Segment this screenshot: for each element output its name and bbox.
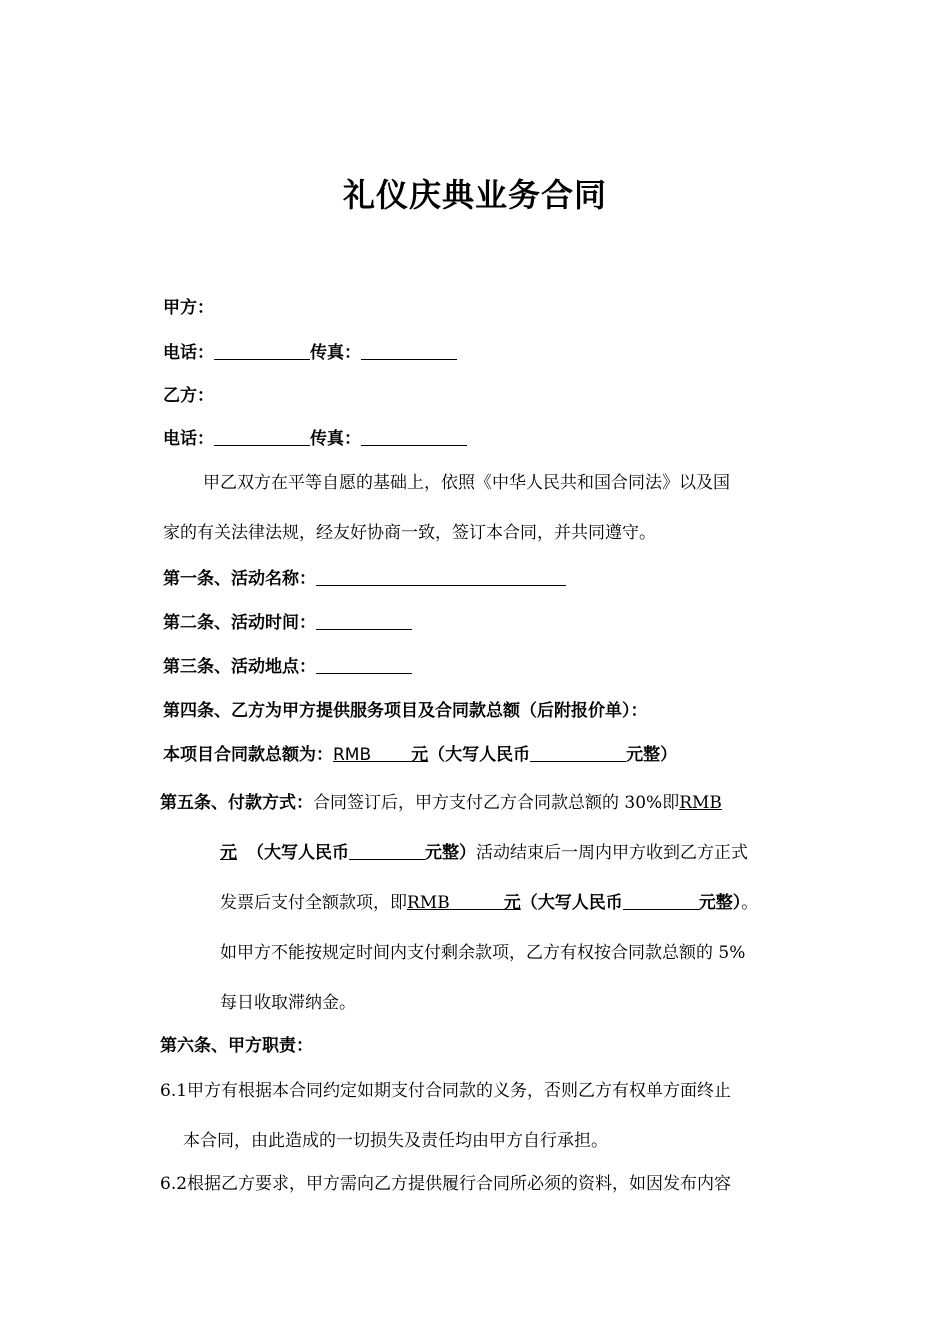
article-5-line-3 (220, 892, 758, 914)
rmb-label: RMB (407, 893, 450, 913)
party-a-contact (163, 342, 457, 364)
zheng-label: 元整） (626, 745, 678, 765)
article-5-text: 发票后支付全额款项，即 (220, 893, 407, 913)
clause-6-1: 6.1甲方有根据本合同约定如期支付合同款的义务，否则乙方有权单方面终止 (160, 1081, 732, 1101)
fax-label: 传真： (310, 343, 361, 363)
party-b-label: 乙方： (163, 386, 214, 406)
article-4: 第四条、乙方为甲方提供服务项目及合同款总额（后附报价单）： (163, 701, 648, 721)
article-5-text: 活动结束后一周内甲方收到乙方正式 (476, 843, 748, 863)
yuan-label: 元 (411, 745, 429, 765)
preamble-line: 甲乙双方在平等自愿的基础上，依照《中华人民共和国合同法》以及国 (203, 473, 730, 493)
party-a-label: 甲方： (163, 298, 214, 318)
article-2 (163, 612, 412, 634)
article-1-label: 第一条、活动名称： (163, 569, 316, 589)
article-5-line-1 (160, 792, 722, 814)
phone-label: 电话： (163, 429, 214, 449)
rmb-label: RMB (333, 745, 372, 765)
page-title: 礼仪庆典业务合同 (342, 176, 607, 214)
amount-blank (450, 893, 504, 910)
article-5-text: 合同签订后，甲方支付乙方合同款总额的 30%即 (313, 793, 680, 813)
daxie-label: （大写人民币 (520, 893, 623, 913)
phone-label: 电话： (163, 343, 214, 363)
zheng-label: 元整） (425, 843, 476, 863)
activity-name-blank (316, 569, 566, 586)
daxie-blank (349, 843, 425, 860)
amount-blank (371, 745, 411, 762)
article-5-label: 第五条、付款方式： (160, 793, 313, 813)
clause-6-2: 6.2根据乙方要求，甲方需向乙方提供履行合同所必须的资料，如因发布内容 (160, 1174, 732, 1194)
daxie-blank (530, 745, 626, 762)
total-amount (163, 744, 677, 766)
fax-blank (361, 429, 467, 446)
preamble-line: 家的有关法律法规，经友好协商一致，签订本合同，并共同遵守。 (163, 523, 656, 543)
article-3 (163, 656, 412, 678)
daxie-label: （大写人民币 (247, 843, 349, 863)
total-label: 本项目合同款总额为： (163, 745, 333, 765)
daxie-label: （大写人民币 (428, 745, 531, 765)
article-2-label: 第二条、活动时间： (163, 613, 316, 633)
fax-blank (361, 343, 457, 360)
phone-blank (214, 429, 310, 446)
fax-label: 传真： (310, 429, 361, 449)
article-5-line-4: 如甲方不能按规定时间内支付剩余款项，乙方有权按合同款总额的 5% (220, 943, 746, 963)
yuan-label: 元 (220, 843, 237, 863)
yuan-label: 元 (503, 893, 521, 913)
party-b-contact (163, 428, 467, 450)
activity-time-blank (316, 613, 412, 630)
article-1 (163, 568, 566, 590)
article-6-label: 第六条、甲方职责： (160, 1036, 313, 1056)
period: 。 (741, 893, 759, 913)
zheng-label: 元整） (698, 893, 742, 913)
rmb-label: RMB (679, 793, 722, 813)
article-3-label: 第三条、活动地点： (163, 657, 316, 677)
activity-place-blank (316, 657, 412, 674)
phone-blank (214, 343, 310, 360)
clause-6-1-cont: 本合同，由此造成的一切损失及责任均由甲方自行承担。 (183, 1131, 608, 1151)
daxie-blank (623, 893, 699, 910)
article-5-line-2 (220, 842, 748, 864)
article-5-line-5: 每日收取滞纳金。 (220, 993, 356, 1013)
